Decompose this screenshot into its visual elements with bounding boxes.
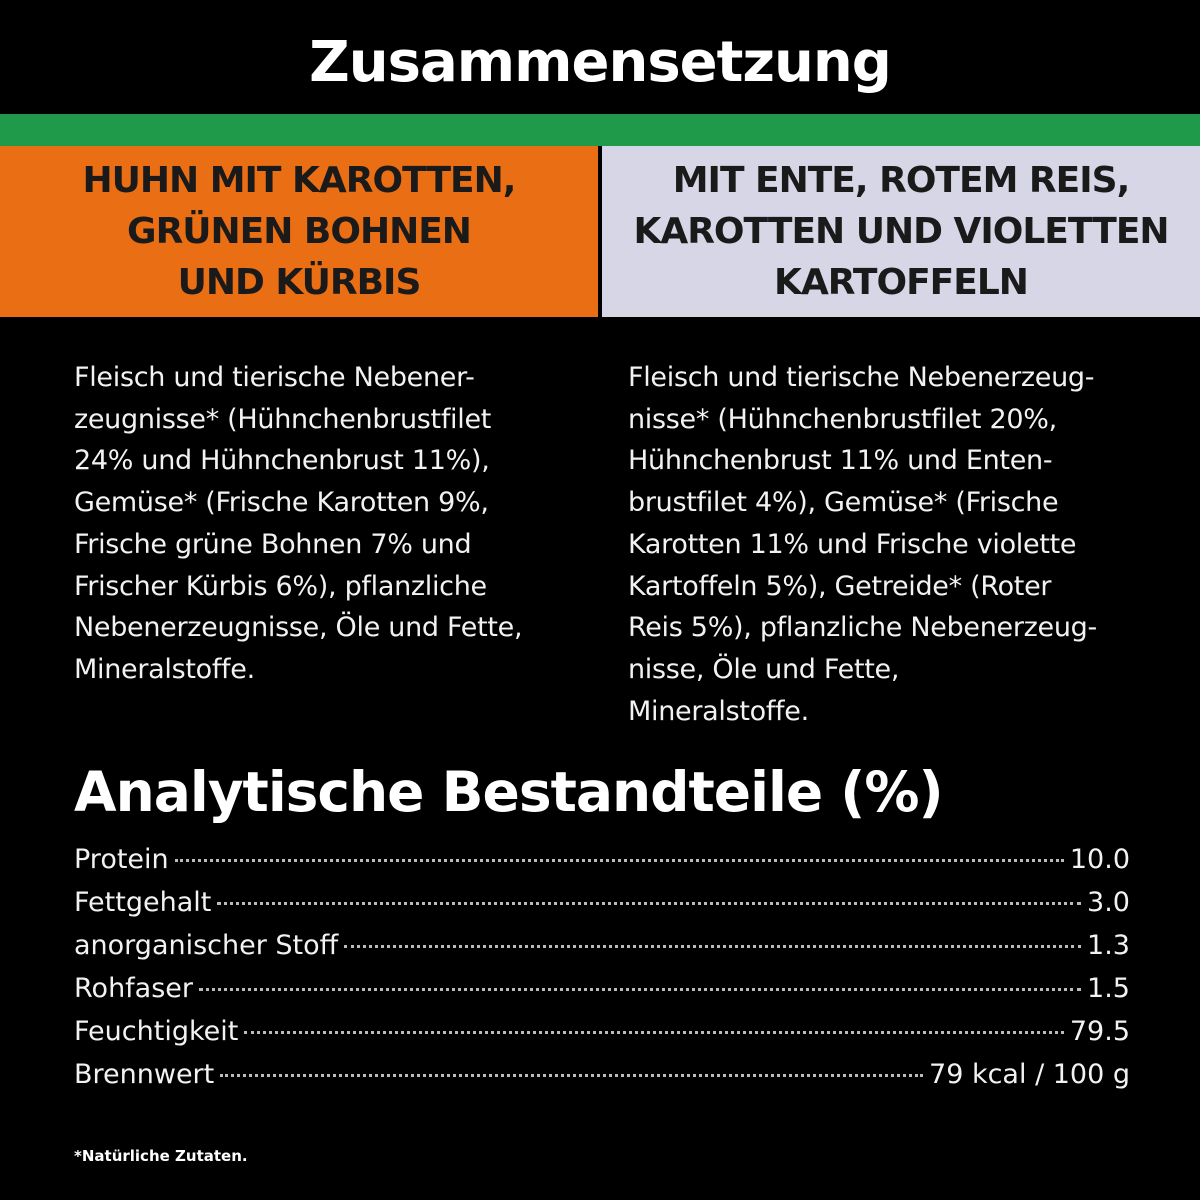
analytics-label: Brennwert (74, 1059, 215, 1090)
analytics-label: Fettgehalt (74, 887, 212, 918)
analytics-table (74, 838, 1130, 1096)
analytics-row-protein (74, 838, 1130, 881)
analytics-row-moisture (74, 1010, 1130, 1053)
dot-leader (220, 1074, 923, 1077)
analytics-label: anorganischer Stoff (74, 930, 339, 961)
analytics-row-fiber (74, 967, 1130, 1010)
analytics-row-ash (74, 924, 1130, 967)
dot-leader (175, 859, 1064, 862)
page-title: Zusammensetzung (309, 30, 891, 95)
dot-leader (244, 1031, 1064, 1034)
analytics-value: 3.0 (1087, 887, 1130, 918)
footnote: *Natürliche Zutaten. (74, 1147, 248, 1165)
variety-name: MIT ENTE, ROTEM REIS, KAROTTEN UND VIOLETTEN KARTOFFELN (633, 160, 1169, 303)
dot-leader (199, 988, 1081, 991)
analytics-value: 79 kcal / 100 g (929, 1059, 1130, 1090)
dot-leader (217, 902, 1081, 905)
analytics-value: 1.3 (1087, 930, 1130, 961)
variety-name: HUHN MIT KAROTTEN, GRÜNEN BOHNEN UND KÜRBIS (82, 160, 516, 303)
analytics-heading: Analytische Bestandteile (%) (74, 760, 943, 824)
dot-leader (344, 945, 1081, 948)
ingredients-duck: Fleisch und tierische Nebenerzeug- nisse* (Hühnchenbrustfilet 20%, Hühnchenbrust 11% und Enten- brustfilet 4%), Gemüse* (Frische Karotten 11% und Frische violette Kartoffeln 5%), Getreide* (Roter Reis 5%), pflanzliche Nebenerzeug- nisse, Öle und Fette, Mineralstoffe. (628, 362, 1097, 727)
variety-header-duck (602, 146, 1200, 317)
analytics-value: 1.5 (1087, 973, 1130, 1004)
analytics-row-energy (74, 1053, 1130, 1096)
analytics-value: 79.5 (1069, 1016, 1130, 1047)
analytics-label: Rohfaser (74, 973, 194, 1004)
analytics-value: 10.0 (1069, 844, 1130, 875)
accent-bar (0, 114, 1200, 146)
variety-header-chicken (0, 146, 598, 317)
analytics-label: Feuchtigkeit (74, 1016, 239, 1047)
ingredients-chicken: Fleisch und tierische Nebener- zeugnisse* (Hühnchenbrustfilet 24% und Hühnchenbrust 11%), Gemüse* (Frische Karotten 9%, Frische grüne Bohnen 7% und Frischer Kürbis 6%), pflanzliche Nebenerzeugnisse, Öle und Fette, Mineralstoffe. (74, 362, 523, 685)
analytics-row-fat (74, 881, 1130, 924)
analytics-label: Protein (74, 844, 169, 875)
